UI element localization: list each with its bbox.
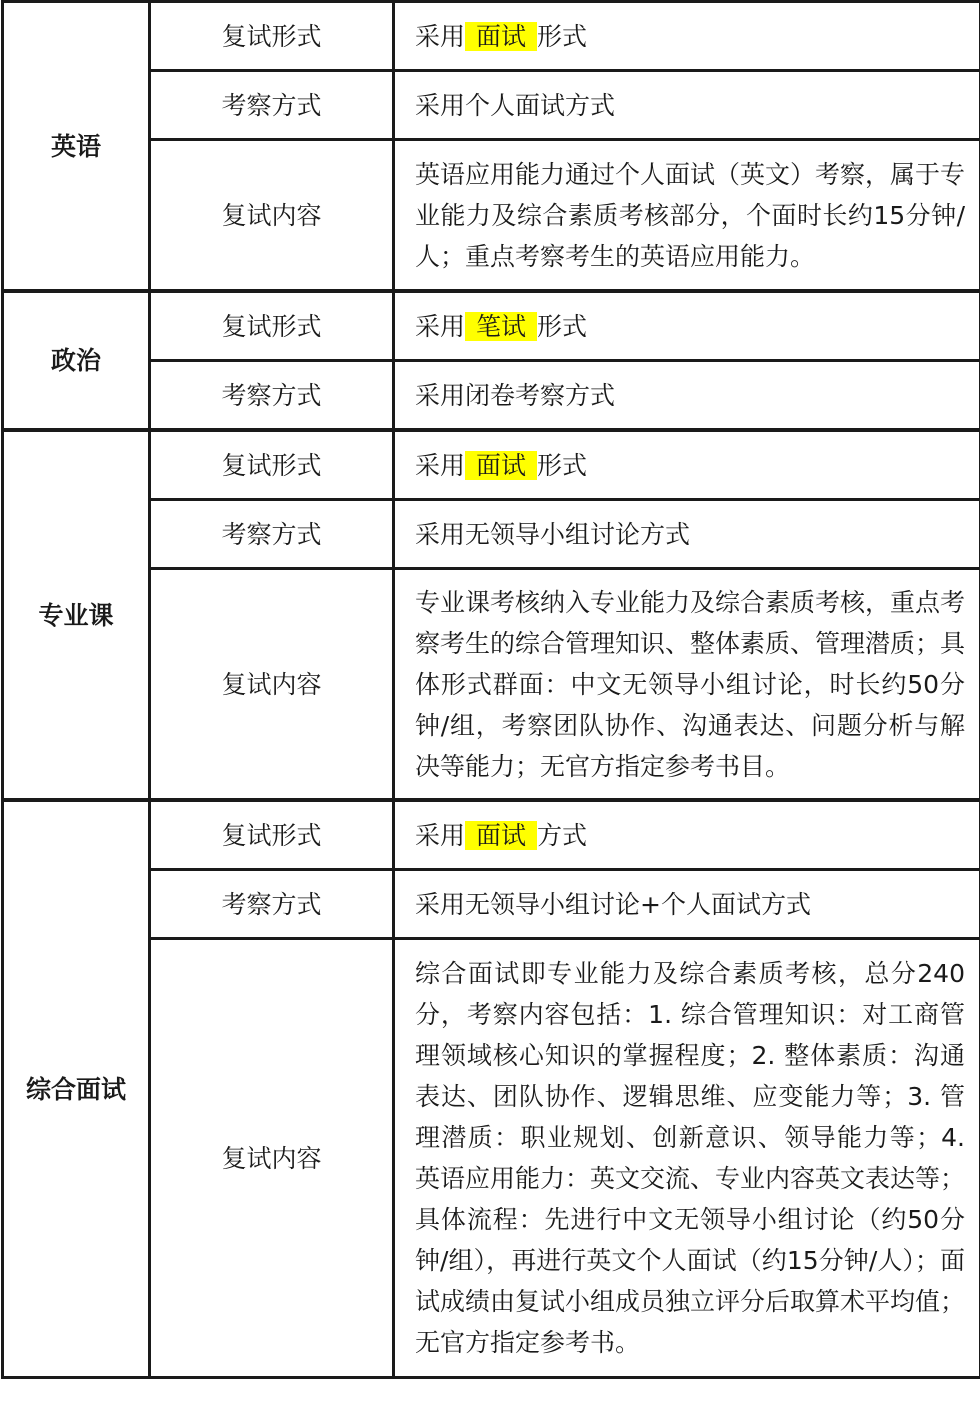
detail-suffix: 形式 [537, 21, 588, 51]
highlight-mark: 面试 [465, 22, 537, 51]
detail-cell: 采用无领导小组讨论+个人面试方式 [394, 870, 980, 939]
item-cell: 复试内容 [150, 569, 394, 801]
item-cell: 复试形式 [150, 800, 394, 870]
detail-suffix: 形式 [537, 311, 588, 341]
item-cell: 考察方式 [150, 71, 394, 140]
subject-cell: 专业课 [3, 430, 150, 800]
detail-cell [394, 800, 980, 870]
detail-cell [394, 291, 980, 361]
table-row [3, 291, 980, 361]
detail-cell: 专业课考核纳入专业能力及综合素质考核，重点考察考生的综合管理知识、整体素质、管理潜质；具体形式群面：中文无领导小组讨论，时长约50分钟/组，考察团队协作、沟通表达、问题分析与解决等能力；无官方指定参考书目。 [394, 569, 980, 801]
table-row [3, 430, 980, 500]
detail-prefix: 采用 [415, 311, 466, 341]
highlight-mark: 笔试 [465, 312, 537, 341]
table-row [3, 140, 980, 292]
detail-suffix: 形式 [537, 450, 588, 480]
highlight-mark: 面试 [465, 821, 537, 850]
detail-prefix: 采用 [415, 21, 466, 51]
detail-cell [394, 430, 980, 500]
table-row [3, 569, 980, 801]
highlight-mark: 面试 [465, 451, 537, 480]
detail-suffix: 方式 [537, 820, 588, 850]
table-row [3, 939, 980, 1378]
item-cell: 考察方式 [150, 870, 394, 939]
item-cell: 复试形式 [150, 430, 394, 500]
subject-cell: 综合面试 [3, 800, 150, 1378]
detail-cell: 英语应用能力通过个人面试（英文）考察，属于专业能力及综合素质考核部分，个面时长约15分钟/人；重点考察考生的英语应用能力。 [394, 140, 980, 292]
table-row [3, 500, 980, 569]
detail-cell [394, 2, 980, 71]
table-row [3, 2, 980, 71]
detail-cell: 采用个人面试方式 [394, 71, 980, 140]
subject-cell: 英语 [3, 2, 150, 292]
detail-cell: 采用闭卷考察方式 [394, 361, 980, 431]
detail-cell: 综合面试即专业能力及综合素质考核，总分240分，考察内容包括：1. 综合管理知识：对工商管理领域核心知识的掌握程度；2. 整体素质：沟通表达、团队协作、逻辑思维、应变能力等；3. 管理潜质：职业规划、创新意识、领导能力等；4. 英语应用能力：英文交流、专业内容英文表达等；具体流程：先进行中文无领导小组讨论（约50分钟/组），再进行英文个人面试（约15分钟/人）；面试成绩由复试小组成员独立评分后取算术平均值；无官方指定参考书。 [394, 939, 980, 1378]
table-row [3, 361, 980, 431]
item-cell: 考察方式 [150, 361, 394, 431]
table-row [3, 870, 980, 939]
table-row [3, 800, 980, 870]
table-row [3, 71, 980, 140]
detail-prefix: 采用 [415, 450, 466, 480]
detail-cell: 采用无领导小组讨论方式 [394, 500, 980, 569]
retest-table [1, 0, 980, 1379]
item-cell: 复试形式 [150, 291, 394, 361]
detail-prefix: 采用 [415, 820, 466, 850]
item-cell: 考察方式 [150, 500, 394, 569]
item-cell: 复试形式 [150, 2, 394, 71]
item-cell: 复试内容 [150, 939, 394, 1378]
subject-cell: 政治 [3, 291, 150, 430]
item-cell: 复试内容 [150, 140, 394, 292]
